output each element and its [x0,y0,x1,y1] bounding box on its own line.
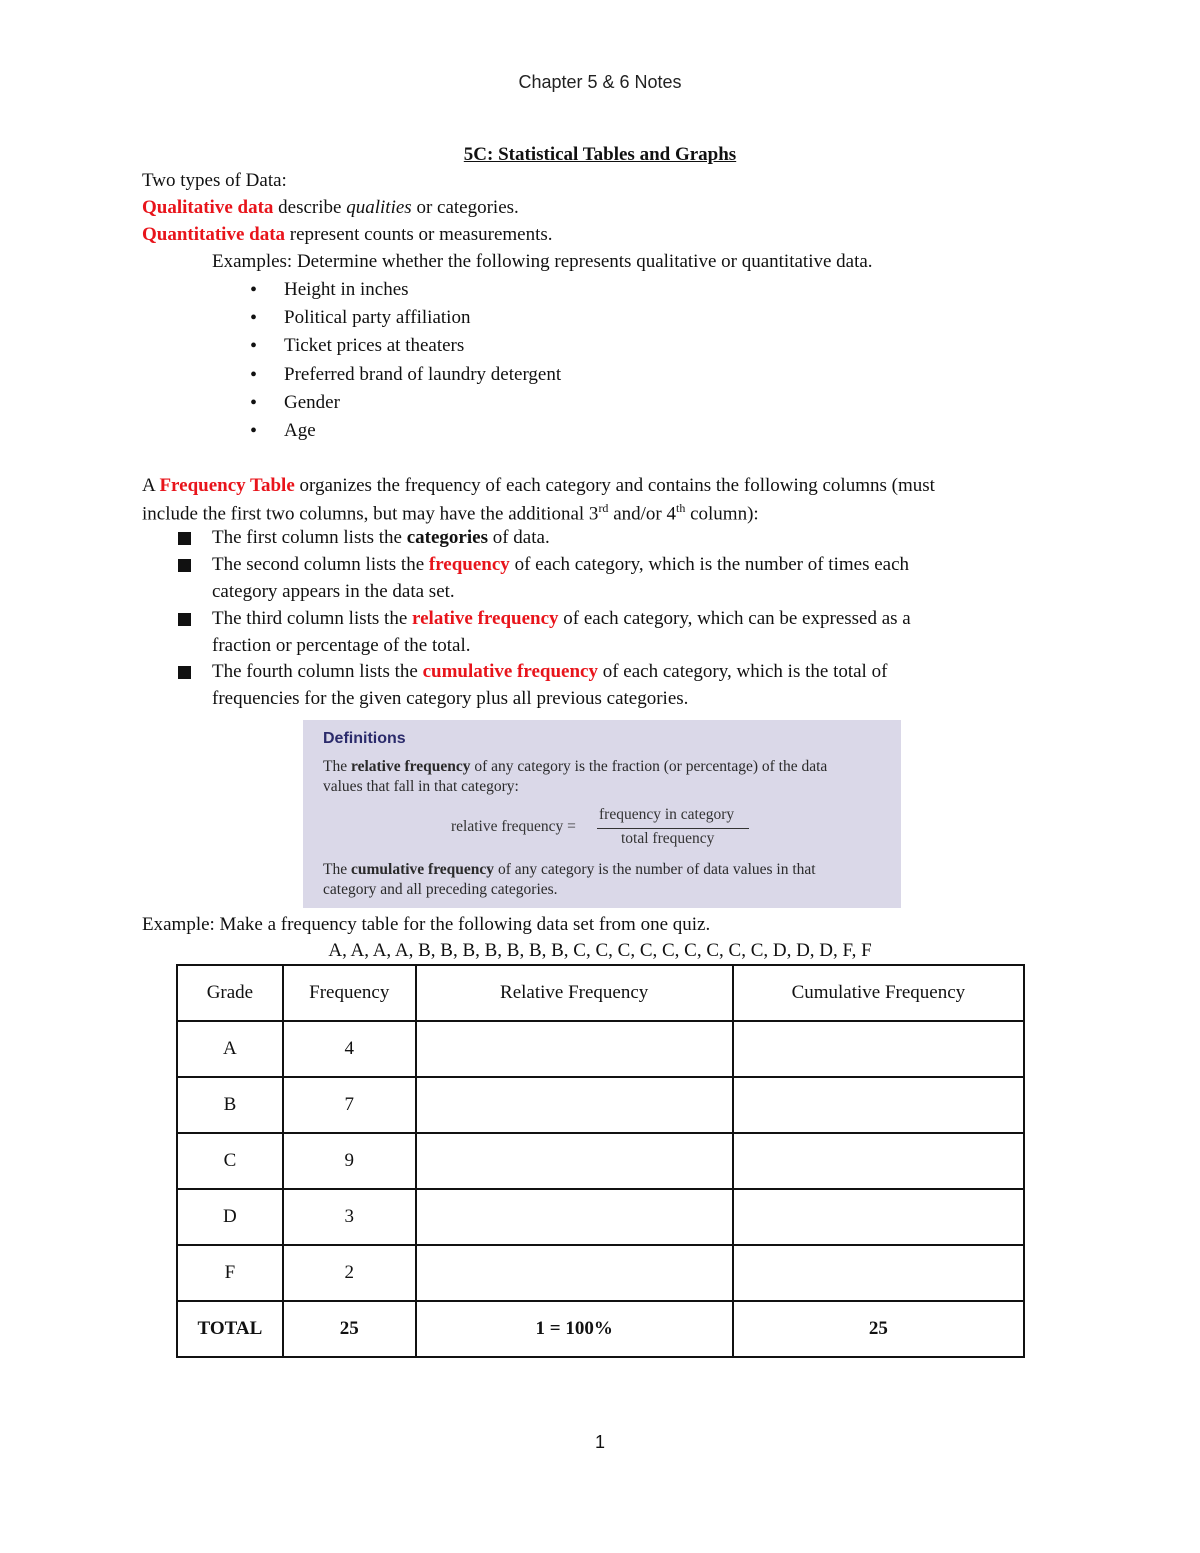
cell-relative [416,1245,733,1301]
cell-frequency: 2 [283,1245,416,1301]
sup-rd: rd [598,501,609,515]
desc-term: cumulative frequency [422,661,598,682]
cumulative-def-line1 [323,861,816,879]
table-row [177,1133,1024,1189]
total-label: TOTAL [177,1301,283,1357]
cell-relative [416,1133,733,1189]
freq-intro-line2 [142,501,759,525]
table-row [177,1245,1024,1301]
column-desc-4-line2: frequencies for the given category plus all previous categories. [212,688,689,709]
desc-pre: The third column lists the [212,608,413,629]
cell-relative [416,1021,733,1077]
cell-frequency: 7 [283,1077,416,1133]
qualitative-italic: qualities [346,197,412,218]
cell-cumulative [733,1077,1024,1133]
freq-intro-pre: A [142,475,160,496]
desc-term: frequency [428,554,510,575]
freq-intro-line1 [142,475,935,497]
cell-relative [416,1189,733,1245]
table-header-row [177,965,1024,1021]
quantitative-term: Quantitative data [142,224,286,245]
examples-list [250,277,561,446]
total-relative: 1 = 100% [416,1301,733,1357]
header-relative-frequency: Relative Frequency [416,965,733,1021]
square-bullet-icon [178,666,191,679]
rel-pre: The [323,758,351,775]
desc-pre: The first column lists the [212,527,407,548]
intro-text: Two types of Data: [142,170,287,191]
header-grade: Grade [177,965,283,1021]
qualitative-term: Qualitative data [142,197,274,218]
desc-post: of each category, which is the total of [597,661,888,682]
total-frequency: 25 [283,1301,416,1357]
quantitative-line [142,224,553,246]
column-desc-4 [212,661,887,683]
cell-grade: F [177,1245,283,1301]
page-header: Chapter 5 & 6 Notes [518,72,682,92]
cell-cumulative [733,1245,1024,1301]
freq-table-term: Frequency Table [159,475,295,496]
cell-cumulative [733,1021,1024,1077]
square-bullet-icon [178,532,191,545]
formula-numerator: frequency in category [599,806,735,823]
cell-grade: A [177,1021,283,1077]
cell-relative [416,1077,733,1133]
header-cumulative-frequency: Cumulative Frequency [733,965,1024,1021]
table-row [177,1021,1024,1077]
header-frequency: Frequency [283,965,416,1021]
cell-grade: D [177,1189,283,1245]
qualitative-post: or categories. [411,197,519,218]
list-item: • Preferred brand of laundry detergent [250,362,561,390]
column-desc-3 [212,608,911,630]
list-item: • Height in inches [250,277,561,305]
rel-term: relative frequency [350,758,471,775]
relative-def-line2: values that fall in that category: [323,778,519,795]
desc-pre: The fourth column lists the [212,661,423,682]
freq-intro-line2-mid: and/or 4 [608,503,676,525]
list-item: • Ticket prices at theaters [250,333,561,361]
cumulative-def-line2: category and all preceding categories. [323,881,558,898]
column-desc-3-line2: fraction or percentage of the total. [212,635,471,656]
definitions-heading: Definitions [323,730,406,747]
total-cumulative: 25 [733,1301,1024,1357]
table-total-row [177,1301,1024,1357]
cell-cumulative [733,1189,1024,1245]
freq-intro-line2-post: column): [685,503,759,525]
cell-cumulative [733,1133,1024,1189]
page-number: 1 [594,1432,605,1452]
section-title: 5C: Statistical Tables and Graphs [463,144,737,165]
freq-intro-line2-pre: include the first two columns, but may have the additional 3 [142,503,599,525]
list-item: • Gender [250,390,561,418]
table-row [177,1077,1024,1133]
formula-denominator: total frequency [621,830,715,847]
cum-term: cumulative frequency [350,861,495,878]
freq-intro-rest: organizes the frequency of each category and contains the following columns (must [294,475,935,496]
desc-term: categories [406,527,488,548]
cell-frequency: 9 [283,1133,416,1189]
examples-prompt: Examples: Determine whether the following represents qualitative or quantitative data. [212,251,873,272]
desc-post: of each category, which can be expressed as a [558,608,911,629]
qualitative-pre: describe [273,197,347,218]
formula-left: relative frequency = [451,818,576,835]
desc-pre: The second column lists the [212,554,429,575]
rel-post: of any category is the fraction (or percentage) of the data [470,758,828,775]
cell-frequency: 4 [283,1021,416,1077]
desc-term: relative frequency [412,608,559,629]
relative-def-line1 [323,758,827,776]
frequency-table [176,964,1025,1358]
column-desc-2-line2: category appears in the data set. [212,581,455,602]
cell-grade: B [177,1077,283,1133]
desc-post: of each category, which is the number of times each [509,554,910,575]
definitions-box [303,720,901,908]
cell-grade: C [177,1133,283,1189]
column-desc-1 [212,527,550,549]
square-bullet-icon [178,613,191,626]
table-row [177,1189,1024,1245]
square-bullet-icon [178,559,191,572]
cum-post: of any category is the number of data values in that [494,861,816,878]
qualitative-line [142,197,519,219]
data-set: A, A, A, A, B, B, B, B, B, B, B, C, C, C, C, C, C, C, C, C, D, D, D, F, F [328,940,872,961]
list-item: • Age [250,418,561,446]
list-item: • Political party affiliation [250,305,561,333]
desc-post: of data. [487,527,550,548]
cum-pre: The [323,861,351,878]
sup-th: th [675,501,686,515]
cell-frequency: 3 [283,1189,416,1245]
quantitative-rest: represent counts or measurements. [285,224,553,245]
example-prompt: Example: Make a frequency table for the following data set from one quiz. [142,914,711,935]
fraction-bar [597,828,749,829]
column-desc-2 [212,554,909,576]
